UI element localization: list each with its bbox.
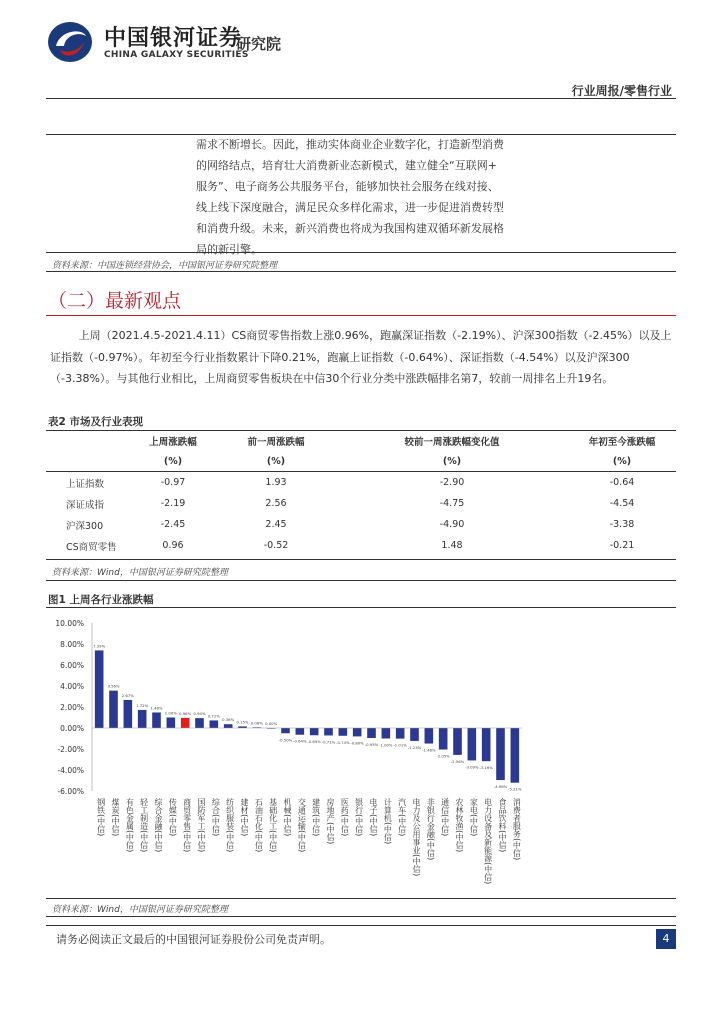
bar	[281, 728, 290, 733]
bar	[210, 720, 219, 728]
y-tick-label: -4.00%	[57, 766, 84, 775]
x-tick-label: 医药(中信)	[340, 798, 350, 837]
x-tick-label: 国防军工(中信)	[197, 798, 206, 853]
bar-value-label: -0.74%	[336, 739, 350, 745]
quote-line: 需求不断增长。因此，推动实体商业企业数字化，打造新型消费	[196, 138, 504, 151]
bar	[353, 728, 362, 736]
bar	[167, 718, 176, 729]
x-tick-label: 综合金融(中信)	[154, 798, 163, 853]
table-unit: (%)	[568, 451, 676, 472]
bar	[382, 728, 391, 739]
row-label: 深证成指	[66, 499, 105, 511]
bar	[296, 728, 305, 735]
brand-name: 中国银河证券	[104, 26, 243, 51]
bar	[310, 728, 319, 735]
bar-value-label: -5.21%	[508, 786, 522, 792]
table-cell: 1.93	[265, 477, 287, 488]
table-cell: -4.54	[609, 498, 635, 509]
report-category: 行业周报/零售行业	[571, 84, 672, 98]
x-tick-label: 传媒(中信)	[168, 798, 178, 837]
quote-source: 资料来源：中国连锁经营协会，中国银河证券研究院整理	[52, 261, 278, 271]
x-tick-label: 非银行金融(中信)	[426, 798, 436, 861]
x-tick-label: 计算机(中信)	[383, 798, 393, 845]
x-tick-label: 汽车(中信)	[397, 798, 407, 837]
table-header: 前一周涨跌幅	[247, 437, 305, 448]
table-cell: -0.21	[609, 540, 635, 551]
footer-divider	[46, 925, 676, 926]
bar-value-label: 1.00%	[164, 710, 177, 716]
x-tick-label: 机械(中信)	[283, 798, 292, 837]
table-row	[46, 472, 676, 494]
bar	[453, 728, 462, 755]
row-label: CS商贸零售	[66, 541, 117, 553]
chart-bottom-rule	[46, 898, 676, 899]
divider	[46, 271, 676, 272]
x-tick-label: 农林牧渔(中信)	[455, 798, 464, 853]
table-unit: (%)	[216, 451, 336, 472]
bar-value-label: -1.48%	[422, 747, 436, 753]
bar-value-label: -3.16%	[479, 765, 493, 771]
bar-value-label: 0.72%	[207, 713, 220, 719]
bar	[367, 728, 376, 738]
bar	[468, 728, 477, 760]
x-tick-label: 基础化工(中信)	[268, 798, 278, 853]
x-tick-label: 家电(中信)	[469, 798, 479, 837]
bar	[339, 728, 348, 736]
bar-value-label: 1.72%	[136, 702, 149, 708]
quote-text	[196, 134, 556, 260]
bar-value-label: 0.94%	[193, 711, 206, 717]
bar	[181, 718, 190, 728]
table-cell: -3.38	[609, 519, 635, 530]
chart-caption: 图1 上周各行业涨跌幅	[48, 594, 154, 606]
y-tick-label: 2.00%	[60, 703, 84, 712]
quote-line: 和消费升级。未来，新兴消费也将成为我国构建双循环新发展格	[196, 222, 504, 235]
bar-value-label: -0.69%	[307, 739, 321, 745]
bar-value-label: -0.64%	[293, 738, 307, 744]
bar-value-label: 0.06%	[250, 720, 263, 726]
quote-line: 局的新引擎。	[196, 243, 262, 256]
bar-value-label: 2.67%	[121, 692, 134, 698]
quote-line: 服务”、电子商务公共服务平台，能够加快社会服务在线对接、	[196, 180, 499, 193]
divider	[46, 916, 676, 917]
x-tick-label: 电力设备及新能源(中信)	[483, 798, 493, 885]
galaxy-logo-icon	[46, 20, 94, 64]
row-label: 上证指数	[66, 478, 105, 490]
bar	[482, 728, 491, 761]
bar	[224, 724, 233, 728]
bar	[138, 710, 147, 728]
table-header: 上周涨跌幅	[149, 437, 197, 448]
x-tick-label: 钢铁(中信)	[96, 798, 106, 837]
table-row	[46, 514, 676, 535]
table-caption: 表2 市场及行业表现	[48, 416, 143, 428]
table-source: 资料来源：Wind，中国银河证券研究院整理	[52, 568, 228, 578]
bar-value-label: -1.01%	[393, 742, 407, 748]
page-number: 4	[656, 929, 676, 949]
table-cell: -4.90	[439, 519, 465, 530]
table-cell: 0.96	[162, 540, 184, 551]
x-tick-label: 电子(中信)	[369, 798, 378, 837]
y-tick-label: 6.00%	[60, 661, 84, 670]
bar-value-label: -0.80%	[350, 740, 364, 746]
market-performance-table	[46, 431, 676, 556]
chart-source: 资料来源：Wind，中国银河证券研究院整理	[52, 905, 228, 915]
x-tick-label: 交通运输(中信)	[297, 798, 307, 853]
bar	[124, 700, 133, 728]
bar	[152, 712, 161, 728]
bar-value-label: 0.36%	[222, 717, 235, 723]
disclaimer-note: 请务必阅读正文最后的中国银河证券股份公司免责声明。	[56, 933, 331, 946]
table-cell: 2.56	[265, 498, 287, 509]
industry-change-bar-chart	[46, 610, 676, 896]
x-tick-label: 银行(中信)	[354, 798, 364, 837]
bar	[324, 728, 333, 735]
table-cell: -0.52	[263, 540, 289, 551]
x-tick-label: 食品饮料(中信)	[498, 798, 507, 853]
y-tick-label: -2.00%	[57, 745, 84, 754]
bar-value-label: 7.39%	[93, 643, 106, 649]
bar-value-label: 3.56%	[107, 683, 120, 689]
bar-value-label: 0.00%	[265, 721, 278, 726]
bar	[396, 728, 405, 739]
table-cell: -0.64	[609, 477, 635, 488]
table-cell: -2.19	[160, 498, 186, 509]
x-tick-label: 轻工制造(中信)	[139, 798, 149, 853]
x-tick-label: 石油石化(中信)	[254, 798, 264, 853]
bar-value-label: -4.96%	[493, 784, 508, 790]
y-tick-label: 0.00%	[60, 724, 84, 733]
section-title: （二）最新观点	[48, 290, 182, 312]
bar-value-label: 1.48%	[150, 705, 163, 711]
x-tick-label: 房地产(中信)	[326, 798, 335, 845]
bar	[439, 728, 448, 750]
brand-name-en: CHINA GALAXY SECURITIES	[104, 50, 249, 60]
x-tick-label: 商贸零售(中信)	[182, 798, 192, 853]
table-row	[46, 493, 676, 514]
bar	[496, 728, 505, 780]
table-header: 较前一周涨跌幅变化值	[404, 437, 500, 448]
bar	[511, 728, 520, 783]
bar-value-label: 0.96%	[179, 710, 192, 716]
x-tick-label: 电力及公用事业(中信)	[412, 798, 421, 877]
chart-top-rule	[46, 607, 676, 608]
brand-subtitle: 研究院	[236, 35, 282, 53]
bar-value-label: -0.50%	[278, 737, 293, 743]
quote-line: 线上线下深度融合，满足民众多样化需求，进一步促进消费转型	[196, 201, 504, 214]
y-tick-label: 8.00%	[60, 640, 84, 649]
table-unit: (%)	[336, 451, 568, 472]
section-underline	[46, 315, 676, 316]
x-tick-label: 煤炭(中信)	[111, 798, 120, 837]
table-header: 年初至今涨跌幅	[588, 437, 656, 448]
x-tick-label: 消费者服务(中信)	[512, 798, 522, 861]
x-tick-label: 有色金属(中信)	[125, 798, 135, 853]
x-tick-label: 通信(中信)	[440, 798, 450, 837]
bar-value-label: -2.05%	[436, 753, 450, 759]
table-corner	[46, 431, 130, 451]
table-cell: 1.48	[441, 540, 463, 551]
bar	[425, 728, 434, 744]
x-tick-label: 建材(中信)	[240, 798, 249, 837]
bar-value-label: -0.95%	[364, 741, 379, 747]
bar	[95, 650, 104, 728]
row-label: 沪深300	[66, 520, 104, 532]
y-tick-label: -6.00%	[57, 787, 84, 796]
quote-line: 的网络结点，培育壮大消费新业态新模式，建立健全“互联网+	[196, 159, 497, 172]
x-tick-label: 建筑(中信)	[311, 798, 321, 837]
bar	[109, 691, 118, 728]
y-tick-label: 10.00%	[55, 619, 84, 628]
bar	[195, 718, 204, 728]
bar-value-label: -1.23%	[407, 744, 422, 750]
header-divider	[46, 98, 676, 99]
table-cell: -4.75	[439, 498, 465, 509]
table-bottom-rule	[46, 559, 676, 560]
x-tick-label: 综合(中信)	[211, 798, 221, 837]
bar-value-label: -0.71%	[321, 739, 336, 745]
table-unit: (%)	[130, 451, 216, 472]
bar-value-label: -1.00%	[379, 742, 393, 748]
table-row	[46, 535, 676, 556]
x-tick-label: 纺织服装(中信)	[225, 798, 235, 853]
bar-value-label: 0.15%	[236, 719, 249, 725]
table-cell: -2.45	[160, 519, 186, 530]
y-tick-label: 4.00%	[60, 682, 84, 691]
table-cell: -0.97	[160, 477, 186, 488]
table-cell: -2.90	[439, 477, 465, 488]
bar	[410, 728, 419, 741]
divider	[46, 580, 676, 581]
bar-value-label: -2.56%	[450, 758, 465, 764]
bar-value-label: -3.09%	[465, 764, 479, 770]
table-cell: 2.45	[265, 519, 287, 530]
body-paragraph: 上周（2021.4.5-2021.4.11）CS商贸零售指数上涨0.96%，跑赢深证指数（-2.19%）、沪深300指数（-2.45%）以及上证指数（-0.97%）。年初至今行业指数累计下降0.21%，跑赢上证指数（-0.64%）、深证指数（-4.54%）以及沪深300（-3.38%）。与其他行业相比，上周商贸零售板块在中信30个行业分类中涨跌幅排名第7，较前一周排名上升19名。	[50, 329, 672, 385]
